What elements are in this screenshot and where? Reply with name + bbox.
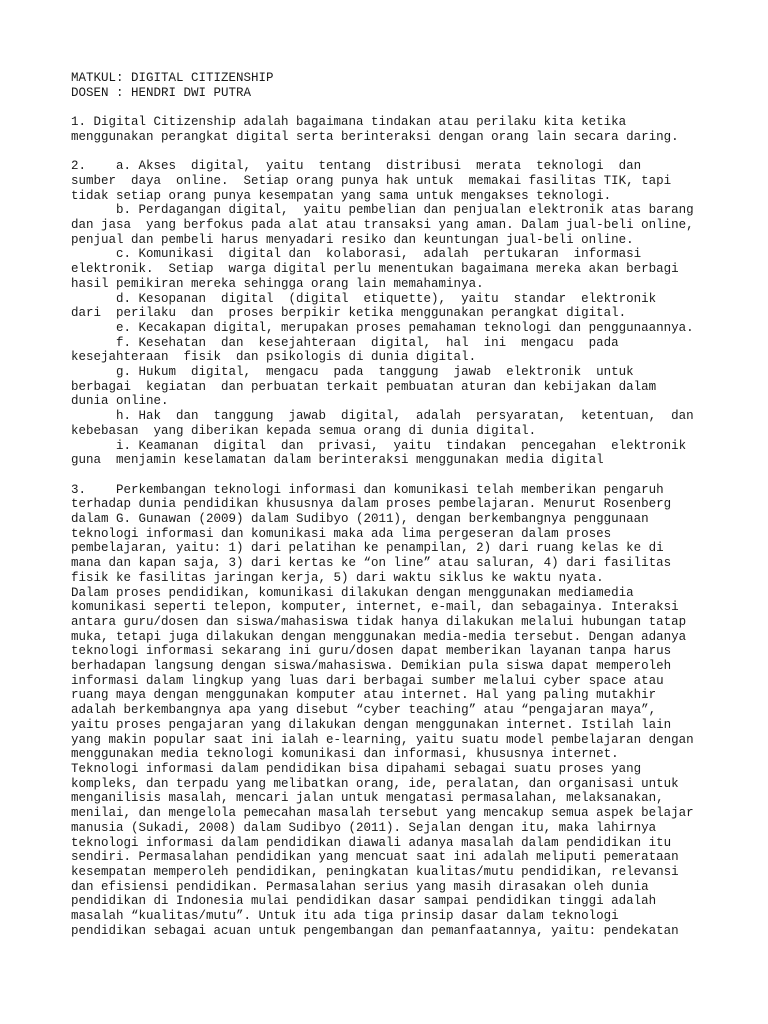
text-line: f. Kesehatan dan kesejahteraan digital, hal ini mengacu pada	[71, 335, 619, 350]
text-line: antara guru/dosen dan siswa/mahasiswa tidak hanya dilakukan melalui hubungan tatap	[71, 614, 687, 629]
text-line: mana dan kapan saja, 3) dari kertas ke “on line” atau saluran, 4) dari fasilitas	[71, 556, 672, 571]
text-line: guna menjamin keselamatan dalam berinteraksi menggunakan media digital	[71, 453, 604, 468]
spacer	[71, 468, 728, 483]
spacer	[71, 100, 728, 115]
text-line: sumber daya online. Setiap orang punya hak untuk memakai fasilitas TIK, tapi	[71, 173, 672, 188]
text-line: yaitu proses pengajaran yang dilakukan dengan menggunakan internet. Istilah lain	[71, 717, 672, 732]
text-line: kesejahteraan fisik dan psikologis di dunia digital.	[71, 350, 477, 365]
text-line: muka, tetapi juga dilakukan dengan menggunakan media-media tersebut. Dengan adanya	[71, 629, 687, 644]
text-line: dari perilaku dan proses berpikir ketika menggunakan perangkat digital.	[71, 306, 627, 321]
text-line: pendidikan di Indonesia mulai pendidikan dasar sampai pendidikan tinggi adalah	[71, 894, 657, 909]
answer-3	[71, 483, 728, 939]
text-line: kompleks, dan terpadu yang melibatkan orang, ide, peralatan, dan organisasi untuk	[71, 776, 679, 791]
text-line: berbagai kegiatan dan perbuatan terkait pembuatan aturan dan kebijakan dalam	[71, 379, 657, 394]
text-line: ruang maya dengan menggunakan komputer atau internet. Hal yang paling mutakhir	[71, 688, 657, 703]
text-line: dan jasa yang berfokus pada alat atau transaksi yang aman. Dalam jual-beli online,	[71, 218, 694, 232]
answer-2	[71, 159, 728, 468]
course-title: MATKUL: DIGITAL CITIZENSHIP	[71, 71, 274, 85]
text-line: komunikasi seperti telepon, komputer, internet, e-mail, dan sebagainya. Interaksi	[71, 600, 679, 615]
text-line: teknologi informasi dan komunikasi maka ada lima pergeseran dalam proses	[71, 526, 612, 541]
text-line: manusia (Sukadi, 2008) dalam Sudibyo (2011). Sejalan dengan itu, maka lahirnya	[71, 820, 657, 835]
text-line: e. Kecakapan digital, merupakan proses pemahaman teknologi dan penggunaannya.	[71, 320, 694, 335]
text-line: kebebasan yang diberikan kepada semua orang di dunia digital.	[71, 423, 537, 438]
lecturer-name: DOSEN : HENDRI DWI PUTRA	[71, 85, 252, 100]
text-line: Teknologi informasi dalam pendidikan bisa dipahami sebagai suatu proses yang	[71, 762, 642, 776]
text-line: Dalam proses pendidikan, komunikasi dilakukan dengan menggunakan mediamedia	[71, 585, 634, 600]
text-line: 2. a. Akses digital, yaitu tentang distribusi merata teknologi dan	[71, 159, 642, 174]
text-line: c. Komunikasi digital dan kolaborasi, adalah pertukaran informasi	[71, 247, 642, 262]
text-line: terhadap dunia pendidikan khususnya dalam proses pembelajaran. Menurut Rosenberg	[71, 497, 672, 512]
text-line: informasi dalam lingkup yang luas dari berbagai sumber melalui cyber space atau	[71, 673, 664, 688]
text-line: hasil pemikiran mereka sehingga orang lain memahaminya.	[71, 276, 484, 291]
text-line: menganilisis masalah, mencari jalan untuk mengatasi permasalahan, melaksanakan,	[71, 791, 664, 806]
text-line: pendidikan sebagai acuan untuk pengembangan dan pemanfaatannya, yaitu: pendekatan	[71, 923, 679, 938]
text-line: h. Hak dan tanggung jawab digital, adalah persyaratan, ketentuan, dan	[71, 409, 694, 424]
text-line: masalah “kualitas/mutu”. Untuk itu ada tiga prinsip dasar dalam teknologi	[71, 909, 619, 924]
text-line: sendiri. Permasalahan pendidikan yang mencuat saat ini adalah meliputi pemerataan	[71, 850, 679, 865]
answer-1	[71, 115, 728, 144]
text-line: berhadapan langsung dengan siswa/mahasiswa. Demikian pula siswa dapat memperoleh	[71, 659, 672, 674]
text-line: i. Keamanan digital dan privasi, yaitu tindakan pencegahan elektronik	[71, 438, 687, 453]
spacer	[71, 145, 728, 160]
text-line: menggunakan media teknologi komunikasi dan informasi, khususnya internet.	[71, 747, 619, 762]
text-line: dan efisiensi pendidikan. Permasalahan serius yang masih dirasakan oleh dunia	[71, 879, 649, 894]
text-line: kesempatan memperoleh pendidikan, peningkatan kualitas/mutu pendidikan, relevansi	[71, 864, 679, 879]
text-line: fisik ke fasilitas jaringan kerja, 5) dari waktu siklus ke waktu nyata.	[71, 570, 604, 585]
text-line: adalah berkembangnya apa yang disebut “cyber teaching” atau “pengajaran maya”,	[71, 703, 657, 718]
text-line: 1. Digital Citizenship adalah bagaimana tindakan atau perilaku kita ketika	[71, 115, 627, 130]
header	[71, 71, 728, 100]
text-line: b. Perdagangan digital, yaitu pembelian dan penjualan elektronik atas barang	[71, 203, 694, 218]
text-line: penjual dan pembeli harus menyadari resiko dan keuntungan jual-beli online.	[71, 232, 634, 247]
text-line: dunia online.	[71, 394, 169, 409]
text-line: teknologi informasi sekarang ini guru/dosen dapat memberikan layanan tanpa harus	[71, 644, 672, 659]
text-line: d. Kesopanan digital (digital etiquette), yaitu standar elektronik	[71, 291, 657, 306]
text-line: pembelajaran, yaitu: 1) dari pelatihan ke penampilan, 2) dari ruang kelas ke di	[71, 541, 664, 556]
text-line: g. Hukum digital, mengacu pada tanggung jawab elektronik untuk	[71, 365, 634, 380]
text-line: elektronik. Setiap warga digital perlu menentukan bagaimana mereka akan berbagi	[71, 262, 679, 277]
text-line: tidak setiap orang punya kesempatan yang sama untuk mengakses teknologi.	[71, 188, 612, 203]
text-line: menggunakan perangkat digital serta berinteraksi dengan orang lain secara daring.	[71, 129, 679, 144]
text-line: menilai, dan mengelola pemecahan masalah tersebut yang mencakup semua aspek belajar	[71, 806, 694, 821]
text-line: teknologi informasi dalam pendidikan diawali adanya masalah dalam pendidikan itu	[71, 835, 672, 850]
text-line: yang makin popular saat ini ialah e-learning, yaitu suatu model pembelajaran dengan	[71, 732, 694, 747]
text-line: 3. Perkembangan teknologi informasi dan komunikasi telah memberikan pengaruh	[71, 482, 664, 497]
text-line: dalam G. Gunawan (2009) dalam Sudibyo (2011), dengan berkembangnya penggunaan	[71, 512, 649, 527]
